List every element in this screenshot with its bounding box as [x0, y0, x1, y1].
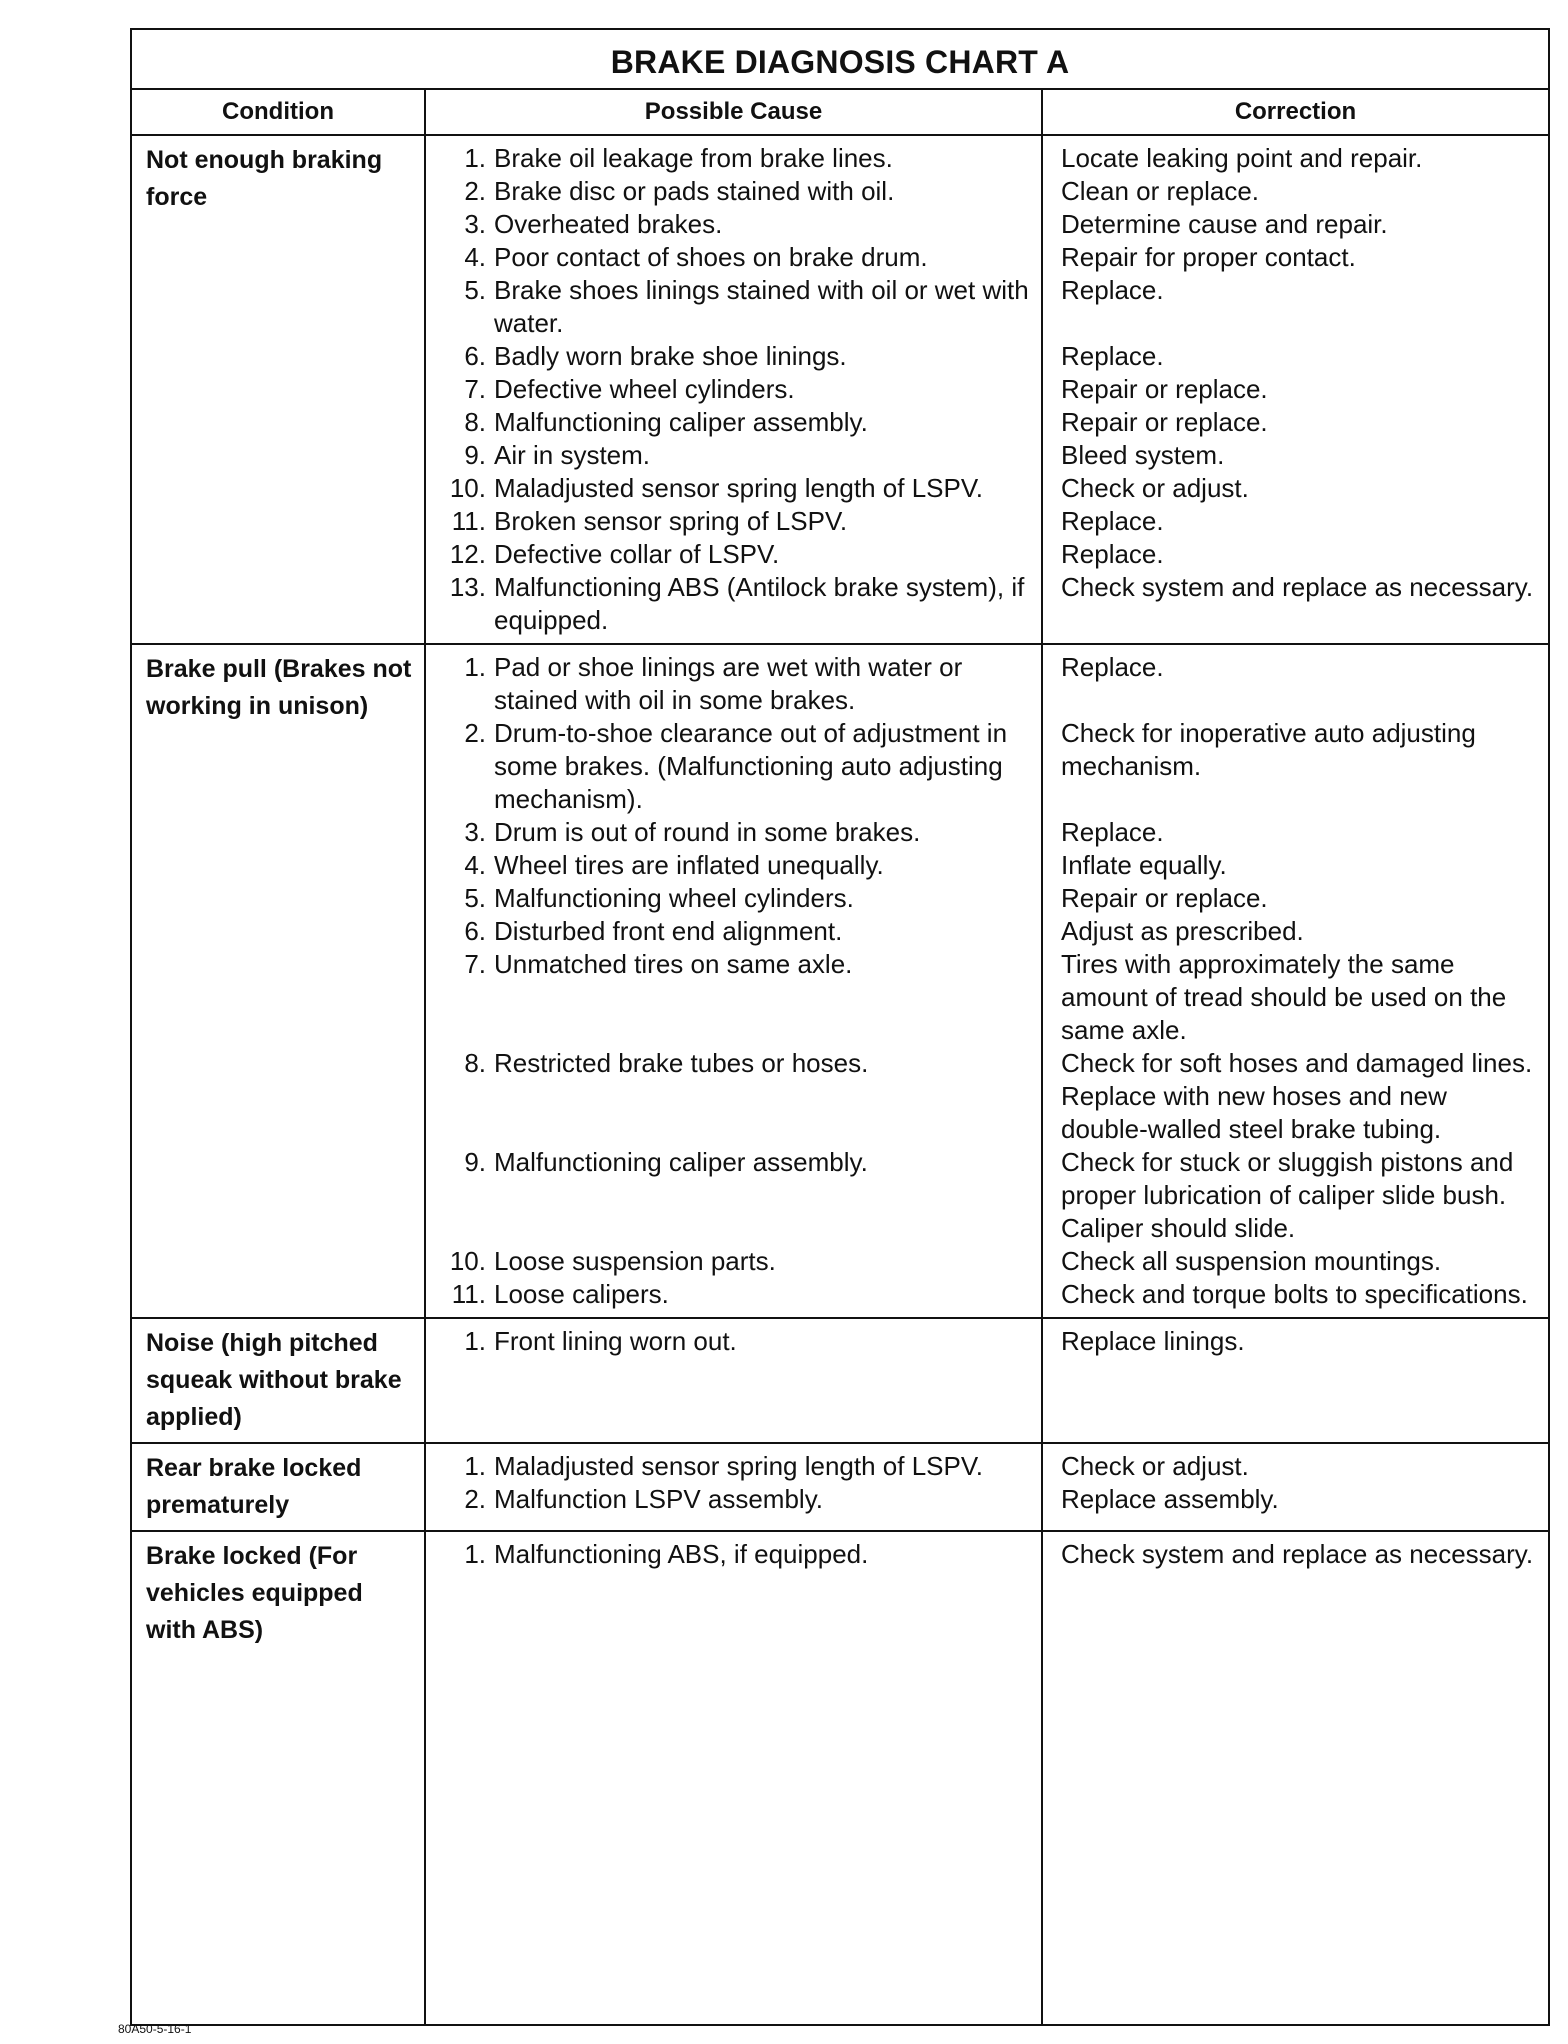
cause-number: 7. — [464, 949, 486, 979]
correction-cell — [1042, 1318, 1548, 1443]
table-row — [132, 1318, 1548, 1443]
cause-number: 1. — [464, 1539, 486, 1569]
condition-cell: Brake pull (Brakes not working in unison) — [132, 644, 425, 1318]
correction-list — [1061, 1325, 1538, 1358]
possible-cause-cell — [425, 135, 1042, 644]
correction-item: Check system and replace as necessary. — [1061, 572, 1534, 602]
cause-item — [448, 373, 1031, 406]
correction-list — [1061, 651, 1538, 1311]
cause-item — [448, 340, 1031, 373]
correction-item: Repair or replace. — [1061, 374, 1268, 404]
cause-text: Overheated brakes. — [494, 209, 723, 239]
header-correction: Correction — [1042, 90, 1548, 135]
header-row — [132, 90, 1548, 135]
condition-cell: Noise (high pitched squeak without brake applied) — [132, 1318, 425, 1443]
cause-text: Disturbed front end alignment. — [494, 916, 843, 946]
correction-cell — [1042, 135, 1548, 644]
cause-list — [448, 1538, 1031, 1571]
correction-item: Adjust as prescribed. — [1061, 916, 1304, 946]
cause-number: 12. — [449, 539, 486, 569]
correction-item: Locate leaking point and repair. — [1061, 143, 1423, 173]
cause-item — [448, 439, 1031, 472]
cause-item — [448, 816, 1031, 849]
correction-list — [1061, 142, 1538, 637]
condition-cell: Brake locked (For vehicles equipped with ABS) — [132, 1531, 425, 2024]
correction-item: Inflate equally. — [1061, 850, 1227, 880]
cause-number: 10. — [449, 1246, 486, 1276]
correction-item: Check or adjust. — [1061, 1451, 1249, 1481]
correction-item: Tires with approximately the same amount of tread should be used on the same axle. — [1061, 949, 1507, 1045]
cause-number: 4. — [464, 850, 486, 880]
correction-item: Replace assembly. — [1061, 1484, 1279, 1514]
correction-item: Check and torque bolts to specifications. — [1061, 1279, 1528, 1309]
cause-text: Broken sensor spring of LSPV. — [494, 506, 848, 536]
cause-number: 13. — [449, 572, 486, 602]
cause-item — [448, 1245, 1031, 1278]
table-row — [132, 1443, 1548, 1531]
table-row — [132, 1531, 1548, 2024]
correction-item: Determine cause and repair. — [1061, 209, 1388, 239]
cause-text: Malfunctioning ABS (Antilock brake system), if equipped. — [494, 572, 1025, 635]
table-row — [132, 644, 1548, 1318]
brake-diagnosis-chart — [130, 28, 1550, 2026]
cause-item — [448, 472, 1031, 505]
cause-item — [448, 849, 1031, 882]
cause-item — [448, 1538, 1031, 1571]
cause-item — [448, 406, 1031, 439]
possible-cause-cell — [425, 1443, 1042, 1531]
correction-item: Check for inoperative auto adjusting mechanism. — [1061, 718, 1476, 781]
cause-item — [448, 1325, 1031, 1358]
cause-number: 11. — [451, 1279, 486, 1309]
cause-item — [448, 1047, 1031, 1146]
figure-code: 80A50-5-16-1 — [118, 2022, 192, 2036]
cause-text: Loose suspension parts. — [494, 1246, 776, 1276]
cause-text: Pad or shoe linings are wet with water or stained with oil in some brakes. — [494, 652, 963, 715]
cause-number: 8. — [464, 1048, 486, 1078]
cause-item — [448, 915, 1031, 948]
correction-item: Bleed system. — [1061, 440, 1225, 470]
cause-text: Malfunctioning caliper assembly. — [494, 407, 868, 437]
cause-number: 9. — [464, 1147, 486, 1177]
cause-text: Wheel tires are inflated unequally. — [494, 850, 884, 880]
cause-item — [448, 241, 1031, 274]
cause-text: Malfunction LSPV assembly. — [494, 1484, 823, 1514]
cause-number: 11. — [451, 506, 486, 536]
cause-text: Malfunctioning caliper assembly. — [494, 1147, 868, 1177]
correction-item: Replace. — [1061, 341, 1164, 371]
possible-cause-cell — [425, 1531, 1042, 2024]
cause-text: Loose calipers. — [494, 1279, 669, 1309]
correction-item: Replace. — [1061, 652, 1164, 682]
correction-item: Check for soft hoses and damaged lines. Replace with new hoses and new double-walled steel brake tubing. — [1061, 1048, 1533, 1144]
cause-item — [448, 208, 1031, 241]
cause-text: Badly worn brake shoe linings. — [494, 341, 847, 371]
possible-cause-cell — [425, 644, 1042, 1318]
cause-text: Brake disc or pads stained with oil. — [494, 176, 895, 206]
cause-item — [448, 1483, 1031, 1516]
correction-item: Replace linings. — [1061, 1326, 1245, 1356]
correction-cell — [1042, 1531, 1548, 2024]
header-condition: Condition — [132, 90, 425, 135]
correction-cell — [1042, 1443, 1548, 1531]
correction-item: Repair for proper contact. — [1061, 242, 1356, 272]
cause-item — [448, 1450, 1031, 1483]
correction-list — [1061, 1538, 1538, 1571]
correction-item: Check or adjust. — [1061, 473, 1249, 503]
cause-number: 2. — [464, 1484, 486, 1514]
correction-item: Replace. — [1061, 275, 1164, 305]
cause-number: 1. — [464, 143, 486, 173]
cause-number: 6. — [464, 341, 486, 371]
correction-item: Check system and replace as necessary. — [1061, 1539, 1534, 1569]
cause-text: Maladjusted sensor spring length of LSPV. — [494, 1451, 984, 1481]
cause-text: Drum is out of round in some brakes. — [494, 817, 921, 847]
cause-text: Brake shoes linings stained with oil or wet with water. — [494, 275, 1029, 338]
cause-text: Front lining worn out. — [494, 1326, 737, 1356]
cause-item — [448, 882, 1031, 915]
cause-list — [448, 1450, 1031, 1516]
cause-number: 1. — [464, 1451, 486, 1481]
correction-item: Repair or replace. — [1061, 407, 1268, 437]
cause-number: 5. — [464, 275, 486, 305]
cause-number: 2. — [464, 176, 486, 206]
cause-list — [448, 142, 1031, 637]
cause-text: Malfunctioning ABS, if equipped. — [494, 1539, 869, 1569]
cause-text: Restricted brake tubes or hoses. — [494, 1048, 869, 1078]
cause-item — [448, 651, 1031, 717]
cause-number: 9. — [464, 440, 486, 470]
cause-number: 5. — [464, 883, 486, 913]
correction-item: Check all suspension mountings. — [1061, 1246, 1442, 1276]
cause-list — [448, 651, 1031, 1311]
cause-item — [448, 1278, 1031, 1311]
cause-text: Unmatched tires on same axle. — [494, 949, 853, 979]
cause-number: 7. — [464, 374, 486, 404]
cause-item — [448, 948, 1031, 1047]
possible-cause-cell — [425, 1318, 1042, 1443]
correction-item: Check for stuck or sluggish pistons and proper lubrication of caliper slide bush. Caliper should slide. — [1061, 1147, 1514, 1243]
cause-item — [448, 717, 1031, 816]
diagnosis-table — [132, 90, 1548, 2024]
chart-title: BRAKE DIAGNOSIS CHART A — [132, 30, 1548, 90]
correction-item: Replace. — [1061, 506, 1164, 536]
cause-text: Malfunctioning wheel cylinders. — [494, 883, 854, 913]
cause-number: 3. — [464, 209, 486, 239]
cause-item — [448, 538, 1031, 571]
correction-item: Replace. — [1061, 539, 1164, 569]
correction-cell — [1042, 644, 1548, 1318]
table-row — [132, 135, 1548, 644]
cause-number: 2. — [464, 718, 486, 748]
cause-number: 1. — [464, 1326, 486, 1356]
cause-number: 6. — [464, 916, 486, 946]
cause-number: 4. — [464, 242, 486, 272]
cause-text: Air in system. — [494, 440, 651, 470]
cause-number: 8. — [464, 407, 486, 437]
cause-item — [448, 175, 1031, 208]
header-possible-cause: Possible Cause — [425, 90, 1042, 135]
condition-cell: Rear brake locked prematurely — [132, 1443, 425, 1531]
cause-text: Brake oil leakage from brake lines. — [494, 143, 893, 173]
cause-text: Maladjusted sensor spring length of LSPV. — [494, 473, 984, 503]
cause-item — [448, 274, 1031, 340]
cause-number: 1. — [464, 652, 486, 682]
table-body — [132, 135, 1548, 2024]
cause-item — [448, 142, 1031, 175]
cause-item — [448, 505, 1031, 538]
correction-item: Clean or replace. — [1061, 176, 1259, 206]
cause-item — [448, 1146, 1031, 1245]
cause-item — [448, 571, 1031, 637]
cause-text: Poor contact of shoes on brake drum. — [494, 242, 928, 272]
correction-item: Replace. — [1061, 817, 1164, 847]
cause-text: Defective collar of LSPV. — [494, 539, 780, 569]
condition-cell: Not enough braking force — [146, 146, 383, 211]
cause-text: Defective wheel cylinders. — [494, 374, 795, 404]
correction-list — [1061, 1450, 1538, 1516]
cause-number: 3. — [464, 817, 486, 847]
correction-item: Repair or replace. — [1061, 883, 1268, 913]
cause-list — [448, 1325, 1031, 1358]
cause-text: Drum-to-shoe clearance out of adjustment in some brakes. (Malfunctioning auto adjusting mechanism). — [494, 718, 1008, 814]
cause-number: 10. — [449, 473, 486, 503]
